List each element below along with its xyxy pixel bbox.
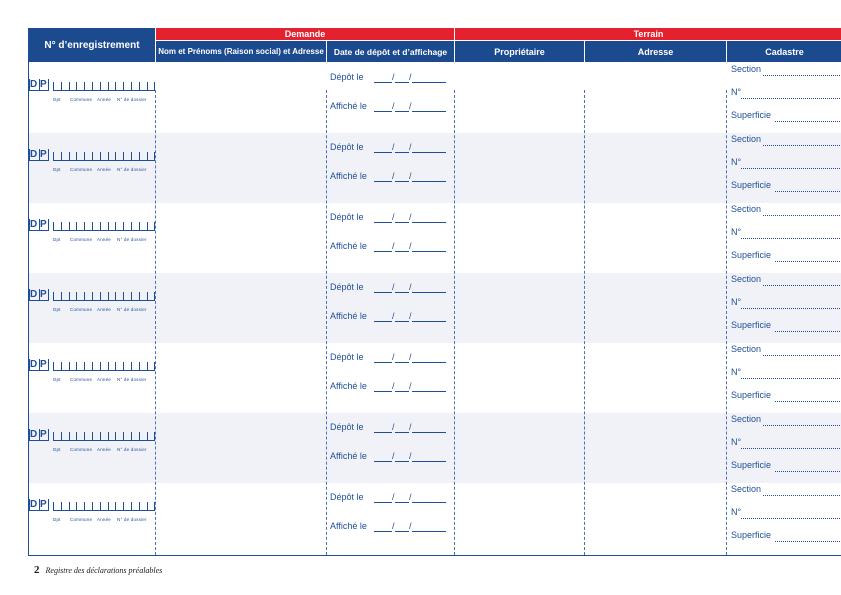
digit-separator	[92, 502, 93, 511]
depot-date-field[interactable]	[395, 362, 409, 363]
depot-date-label: Dépôt le	[330, 422, 364, 432]
digit-separator	[108, 152, 109, 161]
registration-part-label: Commune	[70, 307, 93, 312]
cadastre-superficie-field[interactable]	[775, 471, 841, 472]
registration-number-field[interactable]	[29, 359, 155, 395]
cadastre-numero-label: N°	[731, 367, 742, 377]
dp-prefix-letter: D	[30, 499, 38, 510]
header-registration-number: N° d’enregistrement	[29, 28, 155, 62]
header-cadastre: Cadastre	[727, 41, 841, 62]
depot-date-field[interactable]	[395, 292, 409, 293]
header-nom-adresse: Nom et Prénoms (Raison social) et Adresse	[156, 41, 326, 62]
digit-separator	[108, 502, 109, 511]
cadastre-section-label: Section	[731, 134, 762, 144]
affiche-date-field[interactable]	[412, 531, 446, 532]
cadastre-section-field[interactable]	[763, 495, 841, 496]
depot-date-label: Dépôt le	[330, 492, 364, 502]
date-slash: /	[409, 171, 412, 181]
digit-separator	[69, 152, 70, 161]
depot-date-field[interactable]	[374, 82, 392, 83]
digit-separator	[61, 152, 62, 161]
registration-part-label: Dpt	[53, 377, 61, 382]
dp-prefix-letter: D	[30, 219, 38, 230]
cadastre-numero-field[interactable]	[741, 448, 841, 449]
digit-separator	[84, 222, 85, 231]
digit-separator	[147, 82, 148, 91]
dp-prefix-letter: D	[30, 429, 38, 440]
register-row	[29, 203, 841, 273]
cadastre-numero-field[interactable]	[741, 98, 841, 99]
digit-separator	[131, 502, 132, 511]
cadastre-superficie-field[interactable]	[775, 121, 841, 122]
dp-prefix-letter: D	[30, 79, 38, 90]
digit-separator	[69, 82, 70, 91]
header-date-depot: Date de dépôt et d’affichage	[327, 41, 454, 62]
cadastre-section-label: Section	[731, 484, 762, 494]
date-slash: /	[392, 241, 395, 251]
depot-date-field[interactable]	[395, 432, 409, 433]
digit-separator	[92, 82, 93, 91]
cadastre-superficie-label: Superficie	[731, 390, 772, 400]
digit-separator	[147, 502, 148, 511]
registration-part-label: N° de dossier	[117, 377, 147, 382]
digit-separator	[76, 292, 77, 301]
date-slash: /	[409, 381, 412, 391]
digit-separator	[53, 222, 54, 231]
digit-separator	[123, 502, 124, 511]
digit-separator	[53, 432, 54, 441]
affiche-date-field[interactable]	[374, 251, 392, 252]
register-table	[28, 28, 841, 556]
cadastre-numero-label: N°	[731, 507, 742, 517]
digit-separator	[61, 292, 62, 301]
affiche-date-field[interactable]	[395, 111, 409, 112]
digit-separator	[53, 82, 54, 91]
digit-separator	[76, 82, 77, 91]
cadastre-numero-field[interactable]	[741, 168, 841, 169]
digit-separator	[84, 432, 85, 441]
affiche-date-label: Affiché le	[330, 241, 367, 251]
depot-date-field[interactable]	[374, 432, 392, 433]
digit-separator	[108, 222, 109, 231]
date-slash: /	[409, 101, 412, 111]
digit-separator	[131, 82, 132, 91]
registration-part-label: Année	[97, 447, 112, 452]
registration-number-field[interactable]	[29, 289, 155, 325]
digit-separator	[139, 292, 140, 301]
digit-separator	[92, 432, 93, 441]
digit-separator	[123, 362, 124, 371]
digit-separator	[115, 362, 116, 371]
digit-separator	[69, 432, 70, 441]
digit-separator	[131, 432, 132, 441]
affiche-date-field[interactable]	[374, 391, 392, 392]
digit-separator	[147, 152, 148, 161]
date-slash: /	[392, 521, 395, 531]
date-slash: /	[409, 422, 412, 432]
digit-separator	[139, 362, 140, 371]
cadastre-numero-label: N°	[731, 87, 742, 97]
date-slash: /	[392, 171, 395, 181]
date-slash: /	[392, 352, 395, 362]
digit-separator	[131, 292, 132, 301]
date-slash: /	[392, 381, 395, 391]
digit-separator	[123, 222, 124, 231]
registration-number-field[interactable]	[29, 219, 155, 255]
registration-part-label: Commune	[70, 447, 93, 452]
digit-separator	[53, 152, 54, 161]
registration-part-label: Année	[97, 167, 112, 172]
affiche-date-field[interactable]	[374, 531, 392, 532]
cadastre-section-field[interactable]	[763, 75, 841, 76]
digit-separator	[84, 292, 85, 301]
affiche-date-label: Affiché le	[330, 171, 367, 181]
digit-separator	[69, 292, 70, 301]
registration-number-field[interactable]	[29, 429, 155, 465]
date-slash: /	[392, 72, 395, 82]
registration-part-label: Dpt	[53, 517, 61, 522]
header-terrain: Terrain	[455, 28, 841, 40]
cadastre-numero-field[interactable]	[741, 518, 841, 519]
registration-part-label: N° de dossier	[117, 97, 147, 102]
digit-separator	[84, 152, 85, 161]
date-slash: /	[409, 492, 412, 502]
registration-part-label: Commune	[70, 517, 93, 522]
page-number: 2	[34, 564, 40, 576]
depot-date-field[interactable]	[374, 222, 392, 223]
digit-separator	[100, 152, 101, 161]
registration-part-label: Commune	[70, 97, 93, 102]
cadastre-section-field[interactable]	[763, 355, 841, 356]
depot-date-field[interactable]	[412, 292, 446, 293]
depot-date-field[interactable]	[412, 152, 446, 153]
registration-part-label: Dpt	[53, 97, 61, 102]
depot-date-field[interactable]	[395, 152, 409, 153]
register-row	[29, 483, 841, 553]
affiche-date-field[interactable]	[412, 461, 446, 462]
digit-separator	[115, 152, 116, 161]
cadastre-numero-label: N°	[731, 157, 742, 167]
column-divider	[454, 90, 455, 555]
digit-separator	[147, 362, 148, 371]
digit-separator	[100, 362, 101, 371]
cadastre-section-label: Section	[731, 274, 762, 284]
dp-prefix-letter: D	[30, 359, 38, 370]
digit-separator	[76, 222, 77, 231]
digit-separator	[115, 222, 116, 231]
date-slash: /	[409, 282, 412, 292]
dp-prefix-letter: P	[40, 79, 47, 90]
depot-date-label: Dépôt le	[330, 212, 364, 222]
depot-date-field[interactable]	[412, 362, 446, 363]
registration-part-label: Dpt	[53, 237, 61, 242]
digit-separator	[147, 222, 148, 231]
date-slash: /	[392, 212, 395, 222]
affiche-date-label: Affiché le	[330, 521, 367, 531]
affiche-date-field[interactable]	[374, 111, 392, 112]
registration-number-field[interactable]	[29, 79, 155, 115]
digit-separator	[84, 502, 85, 511]
digit-separator	[139, 432, 140, 441]
cadastre-superficie-field[interactable]	[775, 331, 841, 332]
affiche-date-field[interactable]	[395, 461, 409, 462]
depot-date-label: Dépôt le	[330, 142, 364, 152]
affiche-date-label: Affiché le	[330, 311, 367, 321]
digit-separator	[108, 432, 109, 441]
cadastre-numero-label: N°	[731, 437, 742, 447]
dp-prefix-letter: P	[40, 289, 47, 300]
digit-separator	[100, 502, 101, 511]
affiche-date-field[interactable]	[412, 181, 446, 182]
cadastre-superficie-field[interactable]	[775, 191, 841, 192]
affiche-date-label: Affiché le	[330, 101, 367, 111]
digit-separator	[100, 222, 101, 231]
date-slash: /	[409, 142, 412, 152]
date-slash: /	[392, 422, 395, 432]
dp-prefix-letter: D	[30, 149, 38, 160]
digit-separator	[131, 152, 132, 161]
registration-part-label: N° de dossier	[117, 447, 147, 452]
digit-separator	[100, 82, 101, 91]
date-slash: /	[409, 521, 412, 531]
cadastre-section-label: Section	[731, 414, 762, 424]
affiche-date-field[interactable]	[395, 531, 409, 532]
affiche-date-field[interactable]	[412, 391, 446, 392]
registration-part-label: Commune	[70, 167, 93, 172]
header-proprietaire: Propriétaire	[455, 41, 584, 62]
registration-part-label: N° de dossier	[117, 237, 147, 242]
digit-separator	[123, 152, 124, 161]
cadastre-superficie-field[interactable]	[775, 261, 841, 262]
cadastre-superficie-label: Superficie	[731, 530, 772, 540]
digit-separator	[100, 292, 101, 301]
dp-prefix-letter: P	[40, 219, 47, 230]
affiche-date-field[interactable]	[374, 321, 392, 322]
digit-separator	[123, 82, 124, 91]
register-row	[29, 343, 841, 413]
digit-separator	[139, 222, 140, 231]
date-slash: /	[409, 352, 412, 362]
register-row	[29, 273, 841, 343]
depot-date-label: Dépôt le	[330, 282, 364, 292]
affiche-date-label: Affiché le	[330, 381, 367, 391]
cadastre-numero-label: N°	[731, 297, 742, 307]
registration-part-label: Commune	[70, 237, 93, 242]
register-row	[29, 133, 841, 203]
cadastre-section-label: Section	[731, 64, 762, 74]
depot-date-field[interactable]	[374, 152, 392, 153]
registration-part-label: N° de dossier	[117, 307, 147, 312]
depot-date-label: Dépôt le	[330, 352, 364, 362]
digit-separator	[92, 152, 93, 161]
page-footer	[34, 564, 162, 576]
digit-separator	[131, 362, 132, 371]
registration-number-field[interactable]	[29, 499, 155, 535]
cadastre-section-field[interactable]	[763, 145, 841, 146]
column-divider	[584, 90, 585, 555]
date-slash: /	[392, 101, 395, 111]
digit-separator	[100, 432, 101, 441]
digit-separator	[53, 362, 54, 371]
affiche-date-field[interactable]	[395, 181, 409, 182]
depot-date-field[interactable]	[395, 82, 409, 83]
affiche-date-field[interactable]	[395, 391, 409, 392]
cadastre-section-label: Section	[731, 204, 762, 214]
depot-date-label: Dépôt le	[330, 72, 364, 82]
digit-separator	[53, 292, 54, 301]
dp-prefix-letter: D	[30, 289, 38, 300]
registration-part-label: N° de dossier	[117, 167, 147, 172]
affiche-date-field[interactable]	[374, 181, 392, 182]
cadastre-numero-field[interactable]	[741, 308, 841, 309]
dp-prefix-letter: P	[40, 429, 47, 440]
digit-separator	[61, 362, 62, 371]
registration-part-label: Dpt	[53, 307, 61, 312]
cadastre-section-field[interactable]	[763, 425, 841, 426]
dp-prefix-letter: P	[40, 499, 47, 510]
header-demande: Demande	[156, 28, 454, 40]
digit-separator	[76, 432, 77, 441]
dp-prefix-letter: P	[40, 359, 47, 370]
digit-separator	[92, 222, 93, 231]
digit-separator	[69, 222, 70, 231]
digit-separator	[123, 292, 124, 301]
digit-separator	[92, 362, 93, 371]
affiche-date-field[interactable]	[395, 251, 409, 252]
registration-part-label: Commune	[70, 377, 93, 382]
column-divider	[726, 90, 727, 555]
affiche-date-field[interactable]	[374, 461, 392, 462]
digit-separator	[53, 502, 54, 511]
registration-part-label: N° de dossier	[117, 517, 147, 522]
cadastre-superficie-label: Superficie	[731, 320, 772, 330]
cadastre-superficie-label: Superficie	[731, 250, 772, 260]
digit-separator	[139, 152, 140, 161]
date-slash: /	[409, 72, 412, 82]
digit-separator	[115, 502, 116, 511]
digit-separator	[61, 222, 62, 231]
depot-date-field[interactable]	[412, 222, 446, 223]
registration-part-label: Année	[97, 97, 112, 102]
affiche-date-field[interactable]	[412, 111, 446, 112]
date-slash: /	[392, 451, 395, 461]
digit-separator	[115, 432, 116, 441]
cadastre-section-field[interactable]	[763, 285, 841, 286]
header-adresse: Adresse	[585, 41, 726, 62]
affiche-date-label: Affiché le	[330, 451, 367, 461]
cadastre-superficie-label: Superficie	[731, 180, 772, 190]
digit-separator	[139, 502, 140, 511]
registration-part-label: Année	[97, 377, 112, 382]
digit-separator	[76, 152, 77, 161]
digit-separator	[147, 292, 148, 301]
document-title: Registre des déclarations préalables	[45, 566, 163, 575]
date-slash: /	[409, 241, 412, 251]
date-slash: /	[409, 451, 412, 461]
affiche-date-field[interactable]	[412, 251, 446, 252]
digit-separator	[92, 292, 93, 301]
cadastre-superficie-label: Superficie	[731, 460, 772, 470]
cadastre-numero-label: N°	[731, 227, 742, 237]
depot-date-field[interactable]	[395, 502, 409, 503]
digit-separator	[108, 82, 109, 91]
digit-separator	[61, 502, 62, 511]
registration-part-label: Année	[97, 307, 112, 312]
register-row	[29, 63, 841, 133]
column-divider	[326, 90, 327, 555]
dp-prefix-letter: P	[40, 149, 47, 160]
digit-separator	[76, 362, 77, 371]
digit-separator	[147, 432, 148, 441]
affiche-date-field[interactable]	[412, 321, 446, 322]
digit-separator	[61, 82, 62, 91]
depot-date-field[interactable]	[412, 82, 446, 83]
depot-date-field[interactable]	[395, 222, 409, 223]
digit-separator	[69, 502, 70, 511]
date-slash: /	[392, 282, 395, 292]
digit-separator	[84, 82, 85, 91]
depot-date-field[interactable]	[374, 502, 392, 503]
cadastre-superficie-field[interactable]	[775, 541, 841, 542]
depot-date-field[interactable]	[374, 362, 392, 363]
registration-part-label: Dpt	[53, 167, 61, 172]
cadastre-superficie-field[interactable]	[775, 401, 841, 402]
date-slash: /	[409, 212, 412, 222]
date-slash: /	[392, 142, 395, 152]
registration-part-label: Année	[97, 517, 112, 522]
digit-separator	[61, 432, 62, 441]
digit-separator	[84, 362, 85, 371]
cadastre-numero-field[interactable]	[741, 238, 841, 239]
digit-separator	[131, 222, 132, 231]
register-row	[29, 413, 841, 483]
date-slash: /	[392, 492, 395, 502]
digit-separator	[123, 432, 124, 441]
digit-separator	[139, 82, 140, 91]
registration-part-label: Année	[97, 237, 112, 242]
cadastre-section-field[interactable]	[763, 215, 841, 216]
digit-separator	[108, 362, 109, 371]
depot-date-field[interactable]	[412, 502, 446, 503]
digit-separator	[108, 292, 109, 301]
registration-part-label: Dpt	[53, 447, 61, 452]
cadastre-section-label: Section	[731, 344, 762, 354]
cadastre-superficie-label: Superficie	[731, 110, 772, 120]
digit-separator	[69, 362, 70, 371]
depot-date-field[interactable]	[412, 432, 446, 433]
date-slash: /	[392, 311, 395, 321]
registration-number-field[interactable]	[29, 149, 155, 185]
date-slash: /	[409, 311, 412, 321]
digit-separator	[115, 292, 116, 301]
depot-date-field[interactable]	[374, 292, 392, 293]
digit-separator	[115, 82, 116, 91]
affiche-date-field[interactable]	[395, 321, 409, 322]
digit-separator	[76, 502, 77, 511]
cadastre-numero-field[interactable]	[741, 378, 841, 379]
column-divider	[155, 90, 156, 555]
